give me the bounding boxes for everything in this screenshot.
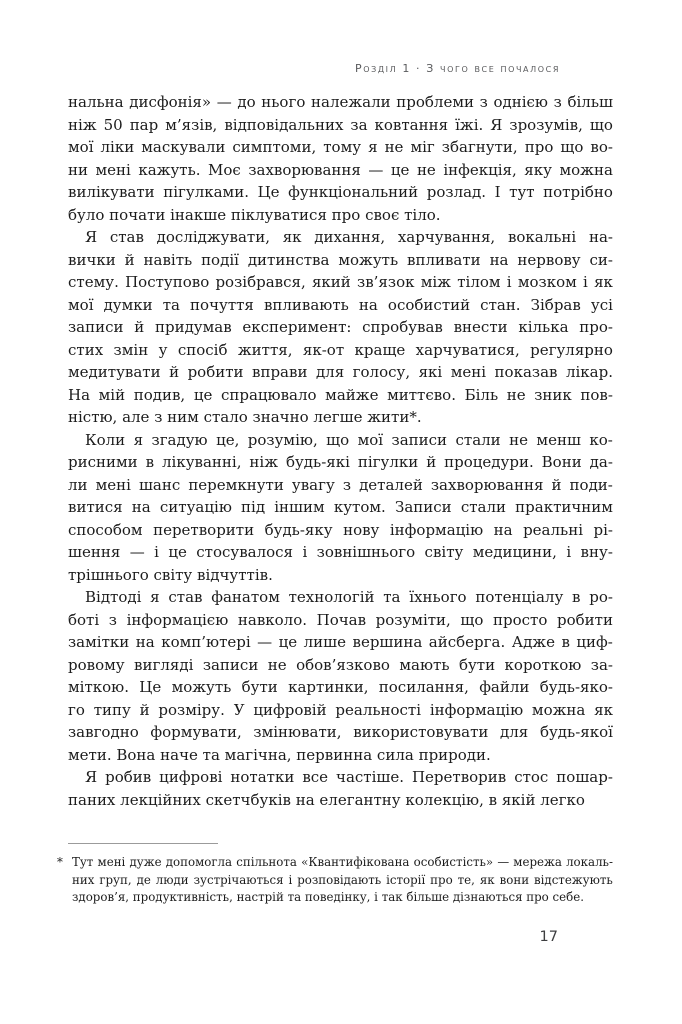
body-line: мої ліки маскували симптоми, тому я не міг збагнути, про що во- [68,138,613,156]
footnote-rule [68,843,218,844]
body-line: нальна дисфонія» — до нього належали проблеми з однією з більш [68,93,613,111]
body-line: витися на ситуацію під іншим кутом. Записи стали практичним [68,498,613,516]
body-line: було почати інакше піклуватися про своє тіло. [68,205,441,224]
body-line: записи й придумав експеримент: спробував внести кілька про- [68,318,613,336]
body-line: медитувати й робити вправи для голосу, які мені показав лікар. [68,363,613,381]
running-head-row [68,57,613,76]
body-line: го типу й розміру. У цифровій реальності інформацію можна як [68,700,613,719]
footnote-line: них груп, де люди зустрічаються і розповідають історії про те, як вони відстежують [72,872,613,887]
body-line: ністю, але з ним стало значно легше жити*. [68,408,422,426]
body-line: замітки на комп’ютері — це лише вершина айсберга. Адже в циф- [68,633,613,651]
body-line: ніж 50 пар м’язів, відповідальних за ковтання їжі. Я зрозумів, що [68,115,613,134]
body-line: завгодно формувати, змінювати, використовувати для будь-якої [68,723,613,741]
body-line: стих змін у спосіб життя, як-от краще харчуватися, регулярно [68,340,613,359]
body-line: Коли я згадую це, розумію, що мої записи стали не менш ко- [85,430,613,449]
body-line: вички й навіть події дитинства можуть впливати на нервову си- [68,250,613,269]
body-line: трішнього світу відчуттів. [68,565,273,584]
body-line: вилікувати пігулками. Це функціональний розлад. І тут потрібно [68,183,613,201]
body-line: ни мені кажуть. Моє захворювання — це не інфекція, яку можна [68,160,613,179]
footnote-marker: * [57,855,63,869]
body-line: стему. Поступово розібрався, який зв’язок між тілом і мозком і як [68,273,613,291]
body-line: паних лекційних скетчбуків на елегантну колекцію, в якій легко [68,790,585,809]
footnote-line: здоров’я, продуктивність, настрій та поведінку, і так більше дізнаються про себе. [72,890,584,904]
body-line: ровому вигляді записи не обов’язково мають бути короткою за- [68,655,613,674]
page-number: 17 [539,929,558,945]
footnote-body [57,854,613,907]
paragraph [68,226,613,429]
paragraph [68,586,613,766]
footnote [57,843,613,907]
body-line: мети. Вона наче та магічна, первинна сила природи. [68,745,491,764]
body-line: На мій подив, це спрацювало майже миттєво. Біль не зник пов- [68,385,613,404]
body-line: рисними в лікуванні, ніж будь-які пігулки й процедури. Вони да- [68,453,613,471]
body-line: Я став досліджувати, як дихання, харчування, вокальні на- [85,228,613,246]
body-line: Відтоді я став фанатом технологій та їхнього потенціалу в ро- [85,588,613,606]
paragraph [68,429,613,587]
body-line: боті з інформацією навколо. Почав розуміти, що просто робити [68,610,613,629]
paragraph [68,91,613,226]
body-line: шення — і це стосувалося і зовнішнього світу медицини, і вну- [68,543,613,561]
footnote-line: Тут мені дуже допомогла спільнота «Квантифікована особистість» — мережа локаль- [72,855,613,869]
body-line: міткою. Це можуть бути картинки, посилання, файли будь-яко- [68,678,613,696]
body-text [68,91,613,811]
paragraph [68,766,613,811]
body-line: способом перетворити будь-яку нову інформацію на реальні рі- [68,520,613,539]
footnote-lines [72,854,613,907]
body-line: Я робив цифрові нотатки все частіше. Перетворив стос пошар- [85,768,613,786]
running-head: Розділ 1 · З чого все почалося [354,62,560,75]
folio-row [68,926,613,945]
body-line: мої думки та почуття впливають на особистий стан. Зібрав усі [68,295,613,314]
body-line: ли мені шанс перемкнути увагу з деталей захворювання й поди- [68,475,613,494]
